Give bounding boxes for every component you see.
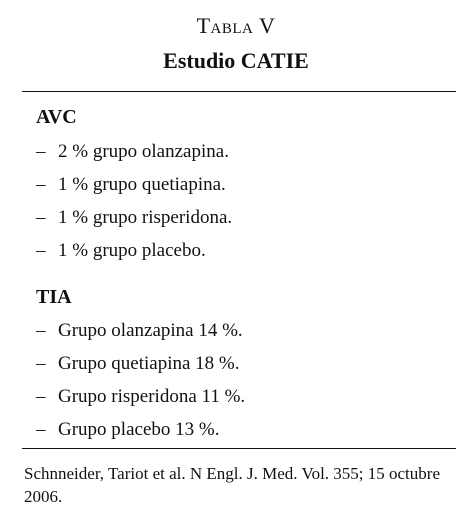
bottom-rule: [22, 448, 456, 449]
table-title: [0, 12, 472, 40]
list-dash: –: [36, 207, 46, 228]
top-rule: [22, 91, 456, 92]
table-subtitle: Estudio CATIE: [163, 48, 309, 73]
source-footnote: Schnneider, Tariot et al. N Engl. J. Med. Vol. 355; 15 octubre 2006.: [24, 464, 440, 506]
list-item: [36, 352, 240, 376]
section-heading-tia: TIA: [36, 286, 72, 308]
section-heading-avc: AVC: [36, 106, 77, 128]
list-item-text: Grupo risperidona 11 %.: [58, 386, 246, 407]
list-item-text: Grupo quetiapina 18 %.: [58, 353, 240, 374]
list-item-text: 2 % grupo olanzapina.: [58, 141, 229, 162]
list-dash: –: [36, 174, 46, 195]
list-dash: –: [36, 141, 46, 162]
list-item: [36, 319, 243, 343]
table-title-text: Tabla V: [196, 13, 276, 38]
list-item-text: 1 % grupo risperidona.: [58, 207, 233, 228]
list-dash: –: [36, 386, 46, 407]
list-item: [36, 418, 219, 442]
list-dash: –: [36, 320, 46, 341]
list-item-text: 1 % grupo placebo.: [58, 240, 206, 261]
list-item-text: Grupo olanzapina 14 %.: [58, 320, 243, 341]
list-item: [36, 206, 232, 230]
list-item: [36, 140, 229, 164]
list-item: [36, 173, 226, 197]
list-dash: –: [36, 353, 46, 374]
list-item: [36, 239, 206, 263]
list-item-text: 1 % grupo quetiapina.: [58, 174, 226, 195]
list-item-text: Grupo placebo 13 %.: [58, 419, 220, 440]
list-item: [36, 385, 245, 409]
list-dash: –: [36, 240, 46, 261]
list-dash: –: [36, 419, 46, 440]
